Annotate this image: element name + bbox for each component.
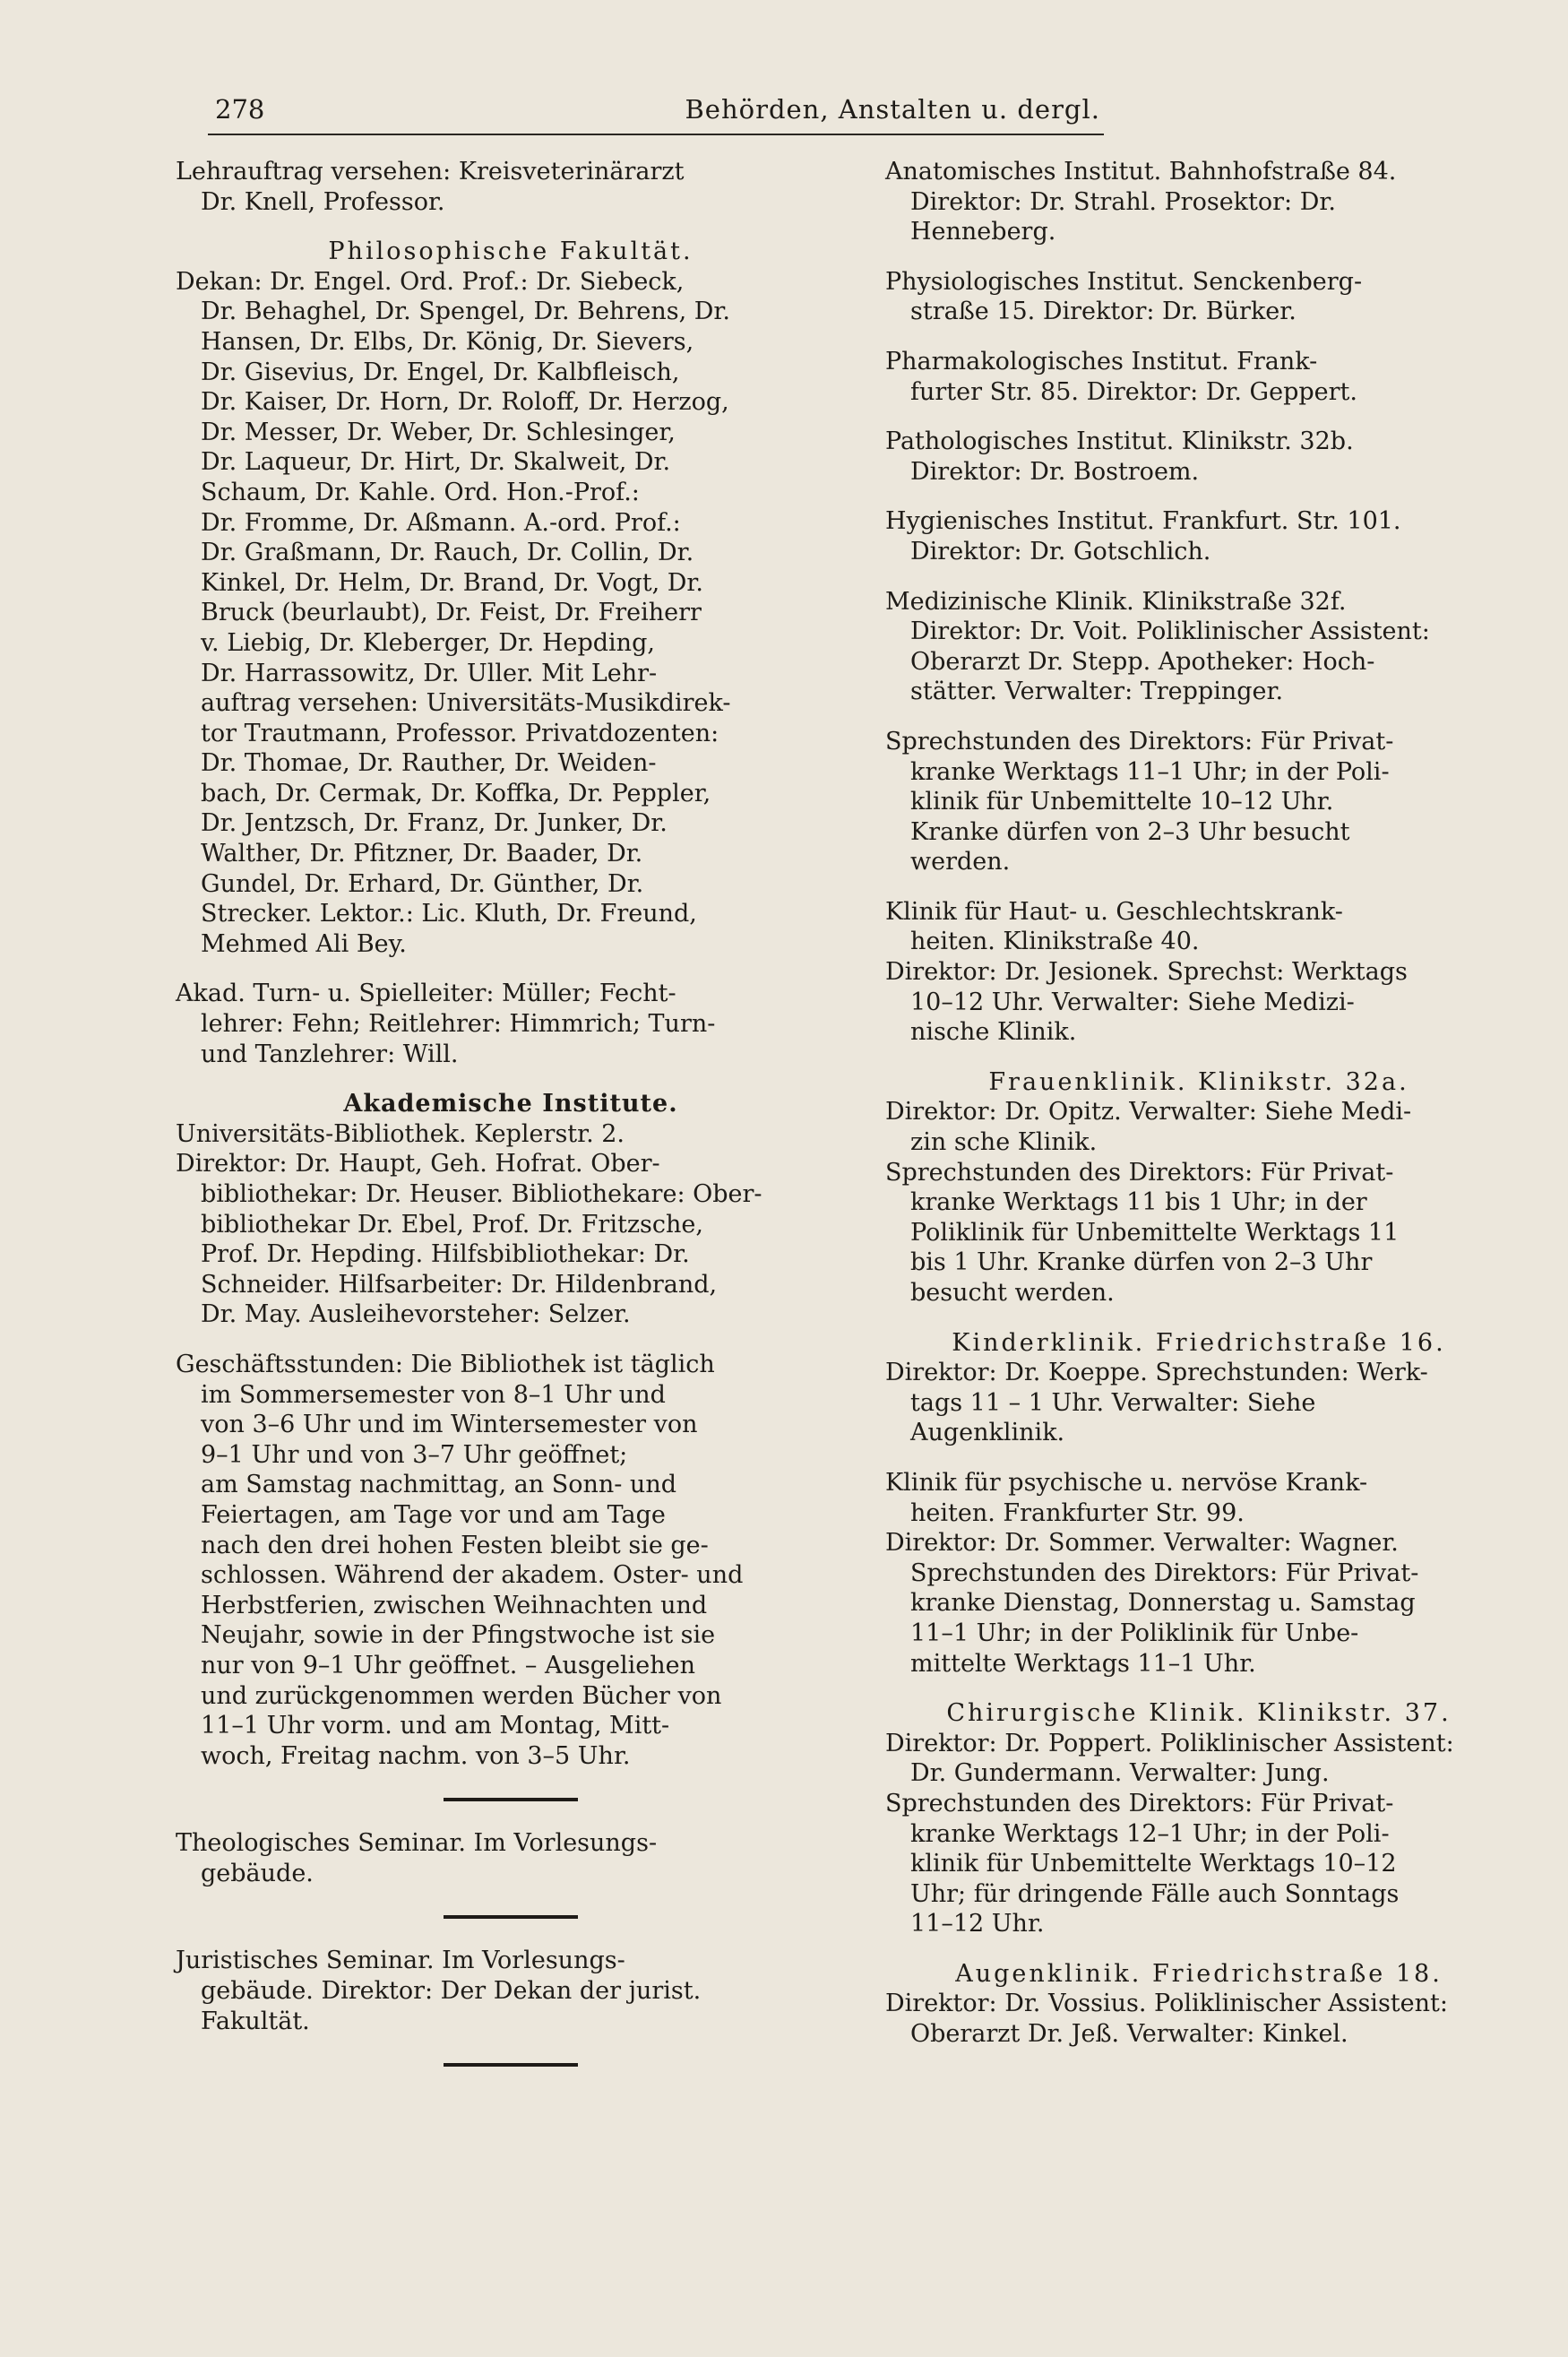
running-head — [208, 94, 1104, 135]
text-line: Universitäts-Bibliothek. Keplerstr. 2. — [176, 1119, 625, 1148]
text-line: straße 15. Direktor: Dr. Bürker. — [910, 298, 1297, 326]
text-line: furter Str. 85. Direktor: Dr. Geppert. — [910, 377, 1357, 406]
text-line: Dr. Jentzsch, Dr. Franz, Dr. Junker, Dr. — [201, 809, 668, 838]
text-line: Direktor: Dr. Gotschlich. — [910, 537, 1211, 566]
text-line: Direktor: Dr. Bostroem. — [910, 457, 1200, 486]
text-line: woch, Freitag nachm. von 3–5 Uhr. — [201, 1741, 631, 1770]
text-line: nur von 9–1 Uhr geöffnet. – Ausgeliehen — [201, 1651, 695, 1679]
text-line: Oberarzt Dr. Jeß. Verwalter: Kinkel. — [910, 2020, 1348, 2049]
text-line: Hansen, Dr. Elbs, Dr. König, Dr. Sievers, — [201, 327, 694, 356]
text-line: Klinik für Haut- u. Geschlechtskrank- — [885, 897, 1343, 926]
text-line: Direktor: Dr. Jesionek. Sprechst: Werktags — [885, 958, 1408, 987]
philosophy-faculty-heading: Philosophische Fakultät. — [328, 237, 694, 266]
text-line: Mehmed Ali Bey. — [201, 929, 407, 958]
text-line: Akad. Turn- u. Spielleiter: Müller; Fecht- — [176, 980, 676, 1008]
surgery-clinic-entry — [885, 1729, 1512, 1939]
text-line: lehrer: Fehn; Reitlehrer: Himmrich; Turn- — [201, 1010, 716, 1039]
page-number: 278 — [215, 94, 265, 125]
text-line: Kranke dürfen von 2–3 Uhr besucht — [910, 817, 1350, 846]
text-line: Anatomisches Institut. Bahnhofstraße 84. — [885, 158, 1397, 186]
surgery-clinic-heading: Chirurgische Klinik. Klinikstr. 37. — [946, 1699, 1452, 1728]
text-line: gebäude. — [201, 1859, 314, 1887]
text-line: schlossen. Während der akadem. Oster- und — [201, 1561, 744, 1590]
left-column — [176, 157, 846, 2094]
text-line: am Samstag nachmittag, an Sonn- und — [201, 1471, 676, 1499]
children-clinic-entry — [885, 1358, 1512, 1448]
text-line: Dr. Messer, Dr. Weber, Dr. Schlesinger, — [201, 418, 676, 446]
text-line: Lehrauftrag versehen: Kreisveterinärarzt — [176, 158, 685, 186]
hygiene-entry — [885, 506, 1512, 566]
text-line: Klinik für psychische u. nervöse Krank- — [885, 1468, 1368, 1497]
text-line: 11–1 Uhr vorm. und am Montag, Mitt- — [201, 1712, 670, 1740]
text-line: Dr. Behaghel, Dr. Spengel, Dr. Behrens, Dr. — [201, 298, 730, 326]
text-line: v. Liebig, Dr. Kleberger, Dr. Hepding, — [201, 628, 655, 657]
text-line: tags 11 – 1 Uhr. Verwalter: Siehe — [910, 1388, 1316, 1417]
text-line: Poliklinik für Unbemittelte Werktags 11 — [910, 1218, 1400, 1247]
text-line: Theologisches Seminar. Im Vorlesungs- — [176, 1829, 658, 1858]
text-line: tor Trautmann, Professor. Privatdozenten: — [201, 719, 719, 747]
text-line: Uhr; für dringende Fälle auch Sonntags — [910, 1879, 1400, 1908]
text-line: kranke Werktags 11 bis 1 Uhr; in der — [910, 1188, 1367, 1217]
text-line: Direktor: Dr. Haupt, Geh. Hofrat. Ober- — [176, 1150, 660, 1178]
text-line: Schneider. Hilfsarbeiter: Dr. Hildenbrand, — [201, 1270, 718, 1299]
philosophy-faculty-entry — [176, 267, 846, 960]
text-line: heiten. Frankfurter Str. 99. — [910, 1498, 1245, 1527]
text-line: 11–1 Uhr; in der Poliklinik für Unbe- — [910, 1619, 1359, 1647]
eye-clinic-entry — [885, 1989, 1512, 2049]
text-line: Walther, Dr. Pfitzner, Dr. Baader, Dr. — [201, 840, 643, 868]
text-line: Juristisches Seminar. Im Vorlesungs- — [176, 1947, 625, 1975]
sports-entry — [176, 979, 846, 1069]
text-line: Physiologisches Institut. Senckenberg- — [885, 267, 1363, 296]
text-line: gebäude. Direktor: Der Dekan der jurist. — [201, 1977, 702, 2006]
children-clinic-heading: Kinderklinik. Friedrichstraße 16. — [952, 1328, 1446, 1357]
text-line: im Sommersemester von 8–1 Uhr und — [201, 1380, 666, 1409]
physiology-entry — [885, 267, 1512, 327]
text-line: Dr. May. Ausleihevorsteher: Selzer. — [201, 1300, 631, 1329]
text-line: Fakultät. — [201, 2007, 310, 2035]
text-line: Dr. Kaiser, Dr. Horn, Dr. Roloff, Dr. Herzog, — [201, 388, 729, 417]
text-line: und Tanzlehrer: Will. — [201, 1040, 459, 1068]
skin-clinic-entry — [885, 897, 1512, 1048]
text-line: Strecker. Lektor.: Lic. Kluth, Dr. Freund, — [201, 900, 697, 928]
text-line: zin sche Klinik. — [910, 1128, 1098, 1157]
text-line: bibliothekar Dr. Ebel, Prof. Dr. Fritzsche, — [201, 1210, 703, 1239]
eye-clinic-heading: Augenklinik. Friedrichstraße 18. — [955, 1959, 1443, 1988]
text-line: Dekan: Dr. Engel. Ord. Prof.: Dr. Siebeck, — [176, 267, 685, 296]
text-line: Bruck (beurlaubt), Dr. Feist, Dr. Freiherr — [201, 599, 702, 627]
text-line: Direktor: Dr. Opitz. Verwalter: Siehe Medi- — [885, 1098, 1412, 1127]
text-line: Pharmakologisches Institut. Frank- — [885, 347, 1318, 376]
text-line: nach den drei hohen Festen bleibt sie ge- — [201, 1531, 709, 1559]
text-line: Dr. Graßmann, Dr. Rauch, Dr. Collin, Dr. — [201, 539, 694, 567]
text-line: Kinkel, Dr. Helm, Dr. Brand, Dr. Vogt, Dr. — [201, 568, 703, 597]
text-line: Geschäftsstunden: Die Bibliothek ist täglich — [176, 1350, 715, 1378]
pathology-entry — [885, 427, 1512, 487]
text-line: Pathologisches Institut. Klinikstr. 32b. — [885, 427, 1354, 456]
medical-clinic-entry — [885, 587, 1512, 707]
text-line: Direktor: Dr. Voit. Poliklinischer Assistent: — [910, 617, 1430, 646]
text-line: Sprechstunden des Direktors: Für Privat- — [885, 1789, 1394, 1817]
section-divider — [444, 1915, 578, 1919]
text-line: Medizinische Klinik. Klinikstraße 32f. — [885, 587, 1347, 616]
medical-clinic-hours — [885, 727, 1512, 877]
pharmacology-entry — [885, 347, 1512, 407]
text-line: Dr. Laqueur, Dr. Hirt, Dr. Skalweit, Dr. — [201, 448, 671, 477]
header-title: Behörden, Anstalten u. dergl. — [685, 94, 1100, 125]
text-line: stätter. Verwalter: Treppinger. — [910, 678, 1284, 706]
text-line: Sprechstunden des Direktors: Für Privat- — [885, 1158, 1394, 1187]
text-line: Sprechstunden des Direktors: Für Privat- — [885, 727, 1394, 755]
text-line: Dr. Fromme, Dr. Aßmann. A.-ord. Prof.: — [201, 508, 681, 537]
text-line: Direktor: Dr. Poppert. Poliklinischer Assistent: — [885, 1729, 1454, 1757]
text-line: Direktor: Dr. Koeppe. Sprechstunden: Werk- — [885, 1359, 1428, 1387]
text-line: 9–1 Uhr und von 3–7 Uhr geöffnet; — [201, 1440, 628, 1469]
text-line: bach, Dr. Cermak, Dr. Koffka, Dr. Peppler, — [201, 779, 711, 807]
text-line: Herbstferien, zwischen Weihnachten und — [201, 1591, 708, 1619]
library-hours-entry — [176, 1350, 846, 1771]
text-line: Dr. Gisevius, Dr. Engel, Dr. Kalbfleisch, — [201, 358, 680, 386]
section-divider — [444, 2063, 578, 2067]
text-line: Prof. Dr. Hepding. Hilfsbibliothekar: Dr. — [201, 1240, 690, 1269]
text-line: Schaum, Dr. Kahle. Ord. Hon.-Prof.: — [201, 478, 640, 506]
text-line: Direktor: Dr. Strahl. Prosektor: Dr. — [910, 187, 1336, 216]
intro-entry — [176, 157, 846, 217]
law-seminar-entry — [176, 1946, 846, 2036]
text-line: Augenklinik. — [910, 1419, 1065, 1447]
text-line: Sprechstunden des Direktors: Für Privat- — [910, 1558, 1419, 1587]
text-line: Gundel, Dr. Erhard, Dr. Günther, Dr. — [201, 869, 644, 898]
anatomy-entry — [885, 157, 1512, 247]
text-line: 11–12 Uhr. — [910, 1910, 1045, 1938]
text-line: kranke Werktags 12–1 Uhr; in der Poli- — [910, 1819, 1390, 1848]
psychiatric-clinic-entry — [885, 1468, 1512, 1679]
text-line: nische Klinik. — [910, 1018, 1077, 1047]
text-line: Dr. Thomae, Dr. Rauther, Dr. Weiden- — [201, 749, 657, 778]
text-line: klinik für Unbemittelte Werktags 10–12 — [910, 1850, 1397, 1878]
women-clinic-heading: Frauenklinik. Klinikstr. 32a. — [988, 1067, 1409, 1096]
text-line: klinik für Unbemittelte 10–12 Uhr. — [910, 788, 1334, 816]
institutes-heading: Akademische Institute. — [343, 1090, 678, 1118]
right-column — [885, 157, 1512, 2069]
text-line: auftrag versehen: Universitäts-Musikdirek- — [201, 689, 731, 718]
library-entry — [176, 1119, 846, 1330]
text-line: Dr. Knell, Professor. — [201, 187, 445, 216]
text-line: besucht werden. — [910, 1279, 1115, 1307]
text-line: Feiertagen, am Tage vor und am Tage — [201, 1500, 666, 1529]
theology-seminar-entry — [176, 1828, 846, 1888]
text-line: Neujahr, sowie in der Pfingstwoche ist sie — [201, 1621, 716, 1650]
text-line: von 3–6 Uhr und im Wintersemester von — [201, 1411, 698, 1439]
text-line: und zurückgenommen werden Bücher von — [201, 1681, 722, 1710]
text-line: Direktor: Dr. Sommer. Verwalter: Wagner. — [885, 1529, 1399, 1558]
text-line: kranke Werktags 11–1 Uhr; in der Poli- — [910, 757, 1390, 786]
text-line: bis 1 Uhr. Kranke dürfen von 2–3 Uhr — [910, 1248, 1373, 1277]
women-clinic-entry — [885, 1097, 1512, 1308]
text-line: werden. — [910, 848, 1011, 876]
text-line: mittelte Werktags 11–1 Uhr. — [910, 1649, 1256, 1678]
text-line: Dr. Gundermann. Verwalter: Jung. — [910, 1759, 1330, 1788]
text-line: heiten. Klinikstraße 40. — [910, 928, 1200, 956]
text-line: kranke Dienstag, Donnerstag u. Samstag — [910, 1589, 1416, 1618]
text-line: Henneberg. — [910, 218, 1056, 246]
text-line: Direktor: Dr. Vossius. Poliklinischer Assistent: — [885, 1990, 1448, 2018]
text-line: Oberarzt Dr. Stepp. Apotheker: Hoch- — [910, 647, 1375, 676]
text-line: bibliothekar: Dr. Heuser. Bibliothekare: Ober- — [201, 1180, 762, 1208]
text-line: Dr. Harrassowitz, Dr. Uller. Mit Lehr- — [201, 659, 658, 687]
section-divider — [444, 1798, 578, 1801]
text-line: Hygienisches Institut. Frankfurt. Str. 101. — [885, 507, 1401, 536]
text-line: 10–12 Uhr. Verwalter: Siehe Medizi- — [910, 988, 1355, 1016]
